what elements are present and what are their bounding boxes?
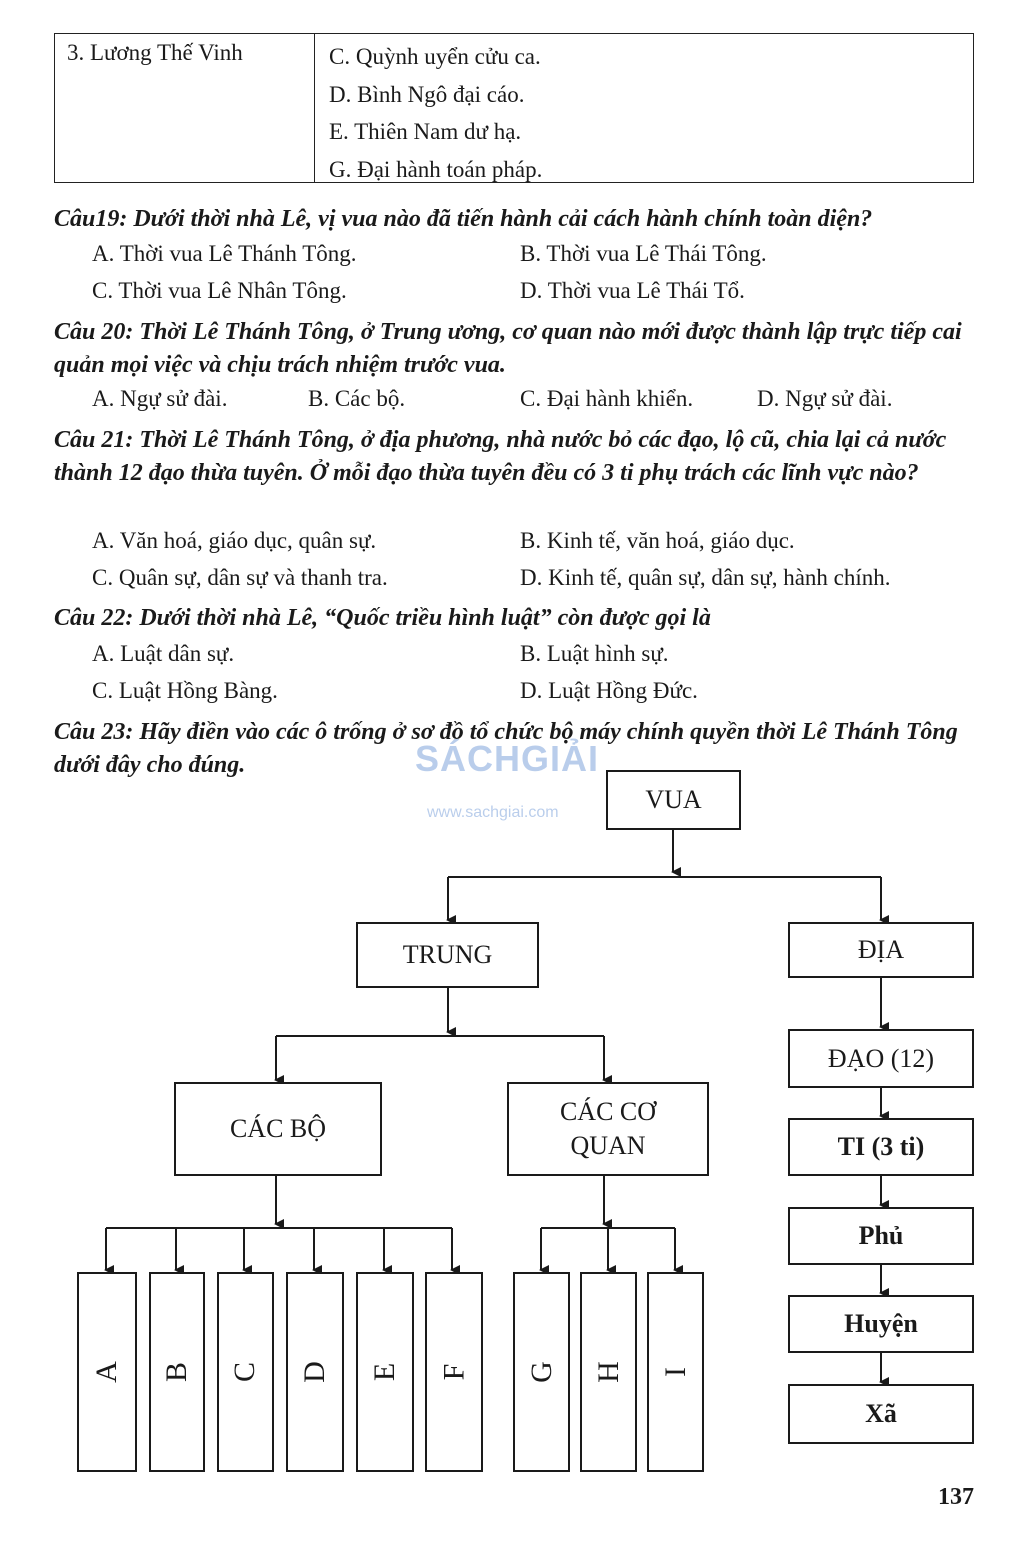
- blank-label: E: [367, 1362, 401, 1382]
- blank-box-f: [425, 1272, 483, 1472]
- answer-option: A. Thời vua Lê Thánh Tông.: [92, 241, 357, 266]
- node-huyen: Huyện: [788, 1295, 974, 1353]
- answer-option: C. Thời vua Lê Nhân Tông.: [92, 278, 347, 303]
- blank-label: F: [437, 1363, 470, 1381]
- blank-box-g: [513, 1272, 570, 1472]
- answer-option: B. Kinh tế, văn hoá, giáo dục.: [520, 528, 795, 553]
- answer-option: D. Kinh tế, quân sự, dân sự, hành chính.: [520, 565, 891, 590]
- blank-label: I: [658, 1367, 692, 1377]
- answer-option: A. Luật dân sự.: [92, 641, 235, 666]
- node-cac-co-quan-line2: QUAN: [570, 1131, 646, 1160]
- question-20: Câu 20: Thời Lê Thánh Tông, ở Trung ương, cơ quan nào mới được thành lập trực tiếp cai quản mọi việc và chịu trách nhiệm trước vua.: [54, 319, 962, 378]
- node-cac-co-quan: [507, 1082, 709, 1176]
- node-vua: VUA: [606, 770, 741, 830]
- answer-option: B. Các bộ.: [308, 386, 406, 411]
- match-option: E. Thiên Nam dư hạ.: [329, 119, 522, 144]
- question-19: Câu19: Dưới thời nhà Lê, vị vua nào đã tiến hành cải cách hành chính toàn diện?: [54, 206, 873, 232]
- question-21: Câu 21: Thời Lê Thánh Tông, ở địa phương, nhà nước bỏ các đạo, lộ cũ, chia lại cả nước thành 12 đạo thừa tuyên. Ở mỗi đạo thừa tuyên đều có 3 ti phụ trách các lĩnh vực nào?: [54, 427, 947, 486]
- blank-label: H: [591, 1361, 625, 1383]
- match-right-list: [329, 38, 542, 188]
- watermark-url: www.sachgiai.com: [427, 804, 559, 821]
- blank-label: A: [89, 1361, 123, 1383]
- blank-label: C: [228, 1361, 262, 1383]
- blank-box-h: [580, 1272, 637, 1472]
- blank-box-d: [286, 1272, 344, 1472]
- watermark-brand: SÁCHGIẢI: [415, 738, 600, 779]
- blank-box-i: [647, 1272, 704, 1472]
- blank-box-b: [149, 1272, 205, 1472]
- blank-label: D: [297, 1361, 331, 1383]
- answer-option: C. Đại hành khiển.: [520, 386, 694, 411]
- answer-option: A. Văn hoá, giáo dục, quân sự.: [92, 528, 377, 553]
- question-23: Câu 23: Hãy điền vào các ô trống ở sơ đồ tổ chức bộ máy chính quyền thời Lê Thánh Tông dưới đây cho đúng.: [54, 719, 958, 778]
- answer-option: D. Luật Hồng Đức.: [520, 678, 698, 703]
- watermark: [415, 738, 615, 828]
- answer-option: D. Ngự sử đài.: [757, 386, 893, 411]
- node-xa: Xã: [788, 1384, 974, 1444]
- node-dia-phuong: ĐỊA: [788, 922, 974, 978]
- answer-option: D. Thời vua Lê Thái Tổ.: [520, 278, 745, 303]
- question-22: Câu 22: Dưới thời nhà Lê, “Quốc triều hình luật” còn được gọi là: [54, 605, 711, 631]
- match-left-item: 3. Lương Thế Vinh: [55, 34, 315, 182]
- answer-option: C. Quân sự, dân sự và thanh tra.: [92, 565, 388, 590]
- node-dao: ĐẠO (12): [788, 1029, 974, 1088]
- match-option: G. Đại hành toán pháp.: [329, 156, 543, 182]
- blank-box-e: [356, 1272, 414, 1472]
- answer-option: A. Ngự sử đài.: [92, 386, 228, 411]
- node-cac-bo: CÁC BỘ: [174, 1082, 382, 1176]
- node-ti: TI (3 ti): [788, 1118, 974, 1176]
- node-phu: Phủ: [788, 1207, 974, 1265]
- node-trung-uong: TRUNG: [356, 922, 539, 988]
- match-option: D. Bình Ngô đại cáo.: [329, 81, 525, 107]
- matching-table: [54, 33, 974, 183]
- node-cac-co-quan-line1: CÁC CƠ: [559, 1097, 657, 1126]
- match-option: C. Quỳnh uyển cửu ca.: [329, 44, 541, 69]
- page-number: 137: [938, 1484, 974, 1510]
- answer-option: B. Thời vua Lê Thái Tông.: [520, 241, 767, 266]
- blank-label: B: [159, 1361, 193, 1383]
- answer-option: B. Luật hình sự.: [520, 641, 669, 666]
- blank-box-c: [217, 1272, 274, 1472]
- blank-box-a: [77, 1272, 137, 1472]
- blank-label: G: [524, 1361, 558, 1383]
- answer-option: C. Luật Hồng Bàng.: [92, 678, 278, 703]
